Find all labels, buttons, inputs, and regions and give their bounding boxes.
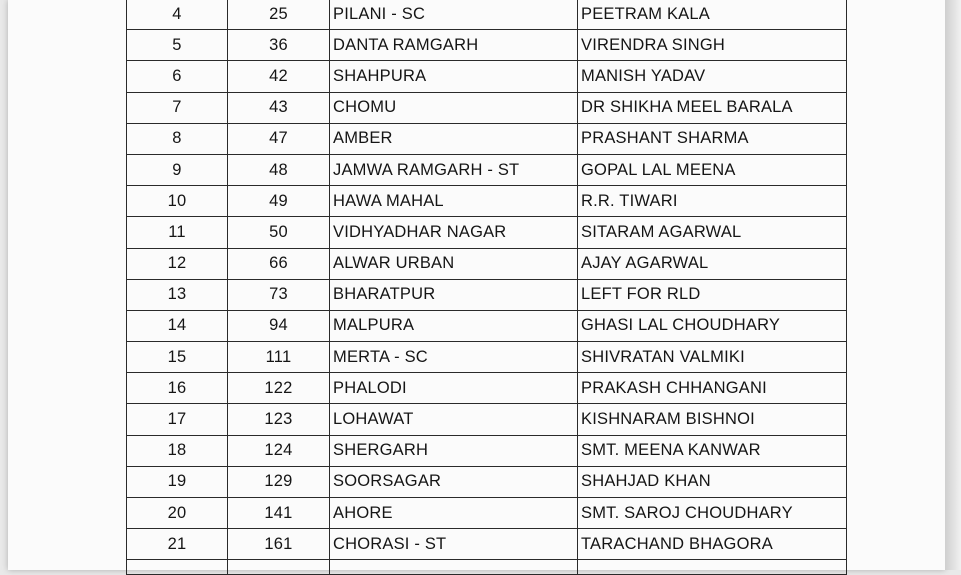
table-row bbox=[127, 279, 847, 310]
candidate-cell: GOPAL LAL MEENA bbox=[578, 154, 847, 185]
candidate-cell: PEETRAM KALA bbox=[578, 0, 847, 30]
candidate-cell: AJAY AGARWAL bbox=[578, 248, 847, 279]
serial-number-cell: 20 bbox=[127, 498, 228, 529]
constituency-cell: BHARATPUR bbox=[330, 279, 578, 310]
table-row bbox=[127, 248, 847, 279]
empty-cell bbox=[228, 560, 330, 575]
table-row bbox=[127, 342, 847, 373]
serial-number-cell: 18 bbox=[127, 435, 228, 466]
constituency-cell: LOHAWAT bbox=[330, 404, 578, 435]
empty-cell bbox=[330, 560, 578, 575]
table-row bbox=[127, 217, 847, 248]
constituency-cell: SHERGARH bbox=[330, 435, 578, 466]
empty-cell bbox=[127, 560, 228, 575]
candidate-cell: GHASI LAL CHOUDHARY bbox=[578, 310, 847, 341]
serial-number-cell: 6 bbox=[127, 61, 228, 92]
ac-number-cell: 141 bbox=[228, 498, 330, 529]
table-row bbox=[127, 0, 847, 30]
serial-number-cell: 5 bbox=[127, 30, 228, 61]
constituency-cell: VIDHYADHAR NAGAR bbox=[330, 217, 578, 248]
ac-number-cell: 50 bbox=[228, 217, 330, 248]
table-body bbox=[127, 0, 847, 575]
table-row bbox=[127, 310, 847, 341]
ac-number-cell: 25 bbox=[228, 0, 330, 30]
serial-number-cell: 8 bbox=[127, 123, 228, 154]
constituency-cell: HAWA MAHAL bbox=[330, 186, 578, 217]
constituency-cell: PILANI - SC bbox=[330, 0, 578, 30]
serial-number-cell: 12 bbox=[127, 248, 228, 279]
serial-number-cell: 19 bbox=[127, 466, 228, 497]
ac-number-cell: 66 bbox=[228, 248, 330, 279]
ac-number-cell: 94 bbox=[228, 310, 330, 341]
table-row bbox=[127, 404, 847, 435]
constituency-cell: AHORE bbox=[330, 498, 578, 529]
serial-number-cell: 4 bbox=[127, 0, 228, 30]
serial-number-cell: 17 bbox=[127, 404, 228, 435]
candidate-cell: R.R. TIWARI bbox=[578, 186, 847, 217]
table-row bbox=[127, 123, 847, 154]
candidate-cell: SHAHJAD KHAN bbox=[578, 466, 847, 497]
ac-number-cell: 129 bbox=[228, 466, 330, 497]
constituency-cell: SHAHPURA bbox=[330, 61, 578, 92]
ac-number-cell: 111 bbox=[228, 342, 330, 373]
table-row bbox=[127, 154, 847, 185]
candidate-cell: PRAKASH CHHANGANI bbox=[578, 373, 847, 404]
constituency-cell: MALPURA bbox=[330, 310, 578, 341]
ac-number-cell: 73 bbox=[228, 279, 330, 310]
ac-number-cell: 43 bbox=[228, 92, 330, 123]
ac-number-cell: 124 bbox=[228, 435, 330, 466]
candidate-cell: VIRENDRA SINGH bbox=[578, 30, 847, 61]
ac-number-cell: 123 bbox=[228, 404, 330, 435]
table-row bbox=[127, 186, 847, 217]
candidate-cell: SITARAM AGARWAL bbox=[578, 217, 847, 248]
serial-number-cell: 13 bbox=[127, 279, 228, 310]
serial-number-cell: 21 bbox=[127, 529, 228, 560]
candidate-cell: SMT. SAROJ CHOUDHARY bbox=[578, 498, 847, 529]
table-row bbox=[127, 30, 847, 61]
candidate-cell: LEFT FOR RLD bbox=[578, 279, 847, 310]
table-row bbox=[127, 435, 847, 466]
candidate-cell: MANISH YADAV bbox=[578, 61, 847, 92]
candidate-cell: KISHNARAM BISHNOI bbox=[578, 404, 847, 435]
constituency-cell: MERTA - SC bbox=[330, 342, 578, 373]
ac-number-cell: 161 bbox=[228, 529, 330, 560]
table-row-cut-off bbox=[127, 560, 847, 575]
candidate-table bbox=[126, 0, 847, 575]
candidate-cell: SHIVRATAN VALMIKI bbox=[578, 342, 847, 373]
table-row bbox=[127, 373, 847, 404]
candidate-cell: PRASHANT SHARMA bbox=[578, 123, 847, 154]
table-row bbox=[127, 466, 847, 497]
table-row bbox=[127, 529, 847, 560]
candidate-cell: DR SHIKHA MEEL BARALA bbox=[578, 92, 847, 123]
constituency-cell: AMBER bbox=[330, 123, 578, 154]
constituency-cell: CHORASI - ST bbox=[330, 529, 578, 560]
empty-cell bbox=[578, 560, 847, 575]
serial-number-cell: 11 bbox=[127, 217, 228, 248]
serial-number-cell: 14 bbox=[127, 310, 228, 341]
serial-number-cell: 10 bbox=[127, 186, 228, 217]
constituency-cell: JAMWA RAMGARH - ST bbox=[330, 154, 578, 185]
serial-number-cell: 16 bbox=[127, 373, 228, 404]
constituency-cell: PHALODI bbox=[330, 373, 578, 404]
table-row bbox=[127, 92, 847, 123]
table-row bbox=[127, 61, 847, 92]
constituency-cell: SOORSAGAR bbox=[330, 466, 578, 497]
constituency-cell: ALWAR URBAN bbox=[330, 248, 578, 279]
table-row bbox=[127, 498, 847, 529]
serial-number-cell: 15 bbox=[127, 342, 228, 373]
ac-number-cell: 47 bbox=[228, 123, 330, 154]
ac-number-cell: 36 bbox=[228, 30, 330, 61]
candidate-cell: SMT. MEENA KANWAR bbox=[578, 435, 847, 466]
ac-number-cell: 48 bbox=[228, 154, 330, 185]
serial-number-cell: 9 bbox=[127, 154, 228, 185]
constituency-cell: CHOMU bbox=[330, 92, 578, 123]
constituency-cell: DANTA RAMGARH bbox=[330, 30, 578, 61]
ac-number-cell: 42 bbox=[228, 61, 330, 92]
serial-number-cell: 7 bbox=[127, 92, 228, 123]
candidate-cell: TARACHAND BHAGORA bbox=[578, 529, 847, 560]
ac-number-cell: 49 bbox=[228, 186, 330, 217]
page-edge-shadow bbox=[945, 0, 961, 570]
ac-number-cell: 122 bbox=[228, 373, 330, 404]
